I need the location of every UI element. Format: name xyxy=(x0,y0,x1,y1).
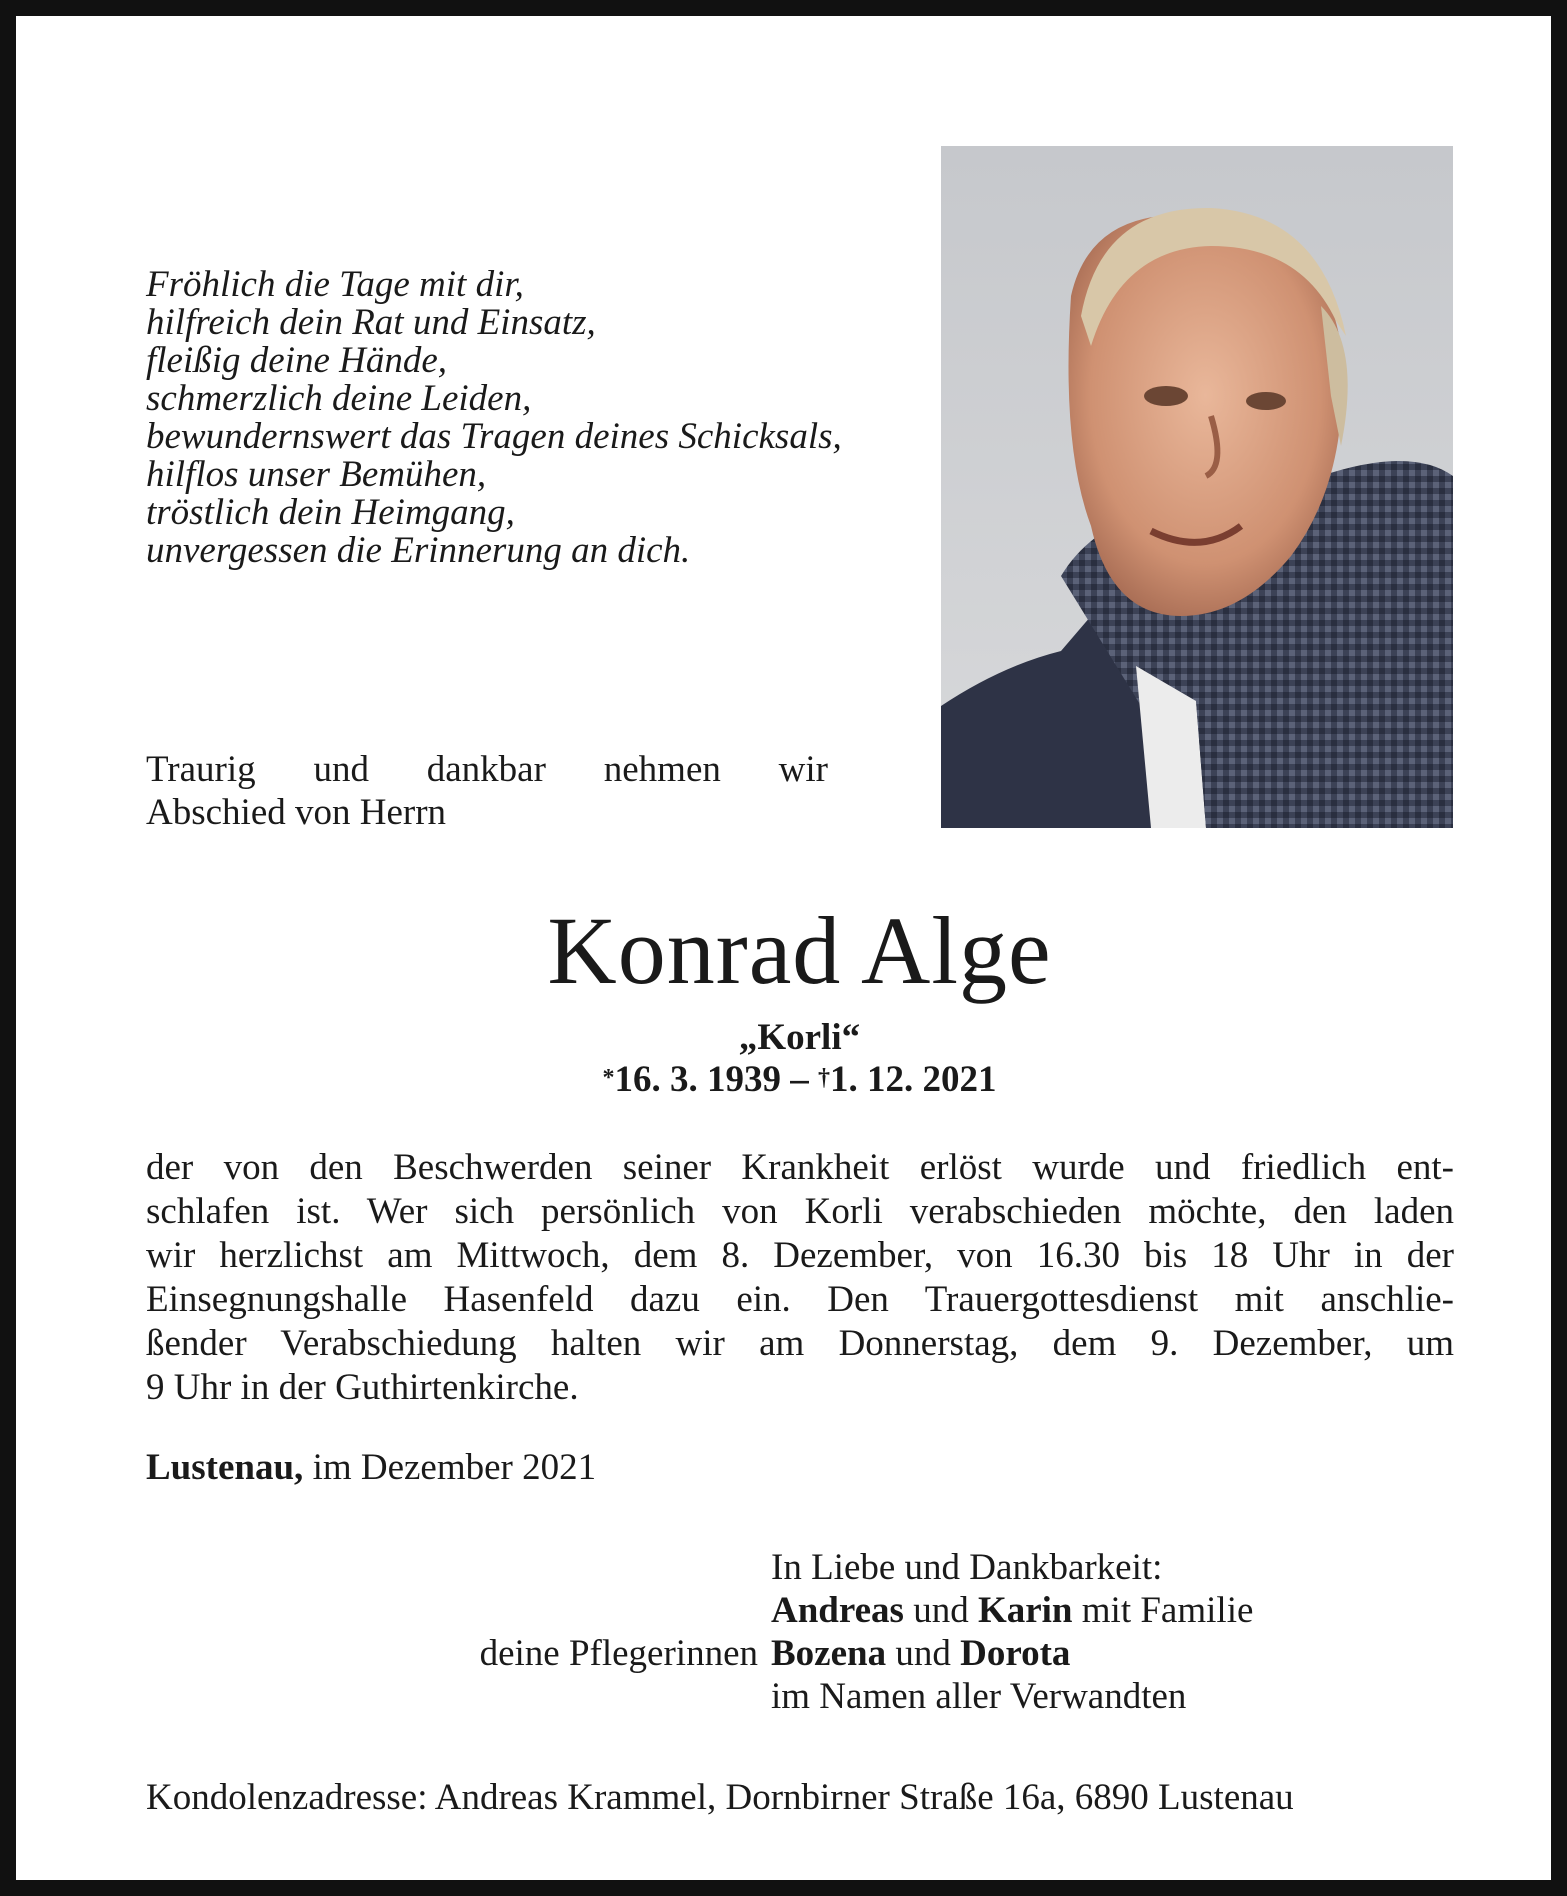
body-line: ßender Verabschiedung halten wir am Donnerstag, dem 9. Dezember, um xyxy=(146,1323,1454,1364)
poem-line: hilflos unser Bemühen, xyxy=(146,454,487,495)
body-line: der von den Beschwerden seiner Krankheit erlöst wurde und friedlich ent- xyxy=(146,1147,1454,1188)
caregiver-line xyxy=(771,1632,1253,1675)
announcement-text xyxy=(146,1146,1454,1410)
intro-line: Traurig und dankbar nehmen wir xyxy=(146,749,828,790)
place-city: Lustenau, xyxy=(146,1447,304,1488)
poem-line: fleißig deine Hände, xyxy=(146,340,448,381)
body-line: schlafen ist. Wer sich persönlich von Korli verabschieden möchte, den laden xyxy=(146,1191,1454,1232)
farewell-intro xyxy=(146,748,828,834)
caregiver-and: und xyxy=(886,1633,961,1674)
family-name: Andreas xyxy=(771,1590,904,1631)
family-suffix: mit Familie xyxy=(1072,1590,1254,1631)
poem-line: hilfreich dein Rat und Einsatz, xyxy=(146,302,596,343)
condolence-address: Kondolenzadresse: Andreas Krammel, Dornbirner Straße 16a, 6890 Lustenau xyxy=(146,1777,1294,1818)
signoff-block xyxy=(771,1546,1253,1718)
caregiver-name: Dorota xyxy=(960,1633,1071,1674)
death-symbol: † xyxy=(818,1065,830,1091)
deceased-name: Konrad Alge xyxy=(547,897,1052,1004)
relatives-line: im Namen aller Verwandten xyxy=(771,1676,1187,1717)
life-dates xyxy=(16,1058,1567,1102)
poem-line: Fröhlich die Tage mit dir, xyxy=(146,264,524,305)
birth-date: 16. 3. 1939 xyxy=(614,1059,781,1100)
poem-line: bewundernswert das Tragen deines Schicksals, xyxy=(146,416,842,457)
body-line: Einsegnungshalle Hasenfeld dazu ein. Den Trauergottesdienst mit anschlie- xyxy=(146,1279,1454,1320)
birth-symbol: * xyxy=(602,1065,615,1091)
caregiver-name: Bozena xyxy=(771,1633,887,1674)
family-and: und xyxy=(903,1590,978,1631)
family-name: Karin xyxy=(977,1590,1073,1631)
poem-line: unvergessen die Erinnerung an dich. xyxy=(146,530,691,571)
body-line: 9 Uhr in der Guthirtenkirche. xyxy=(146,1367,579,1408)
date-separator: – xyxy=(781,1059,818,1100)
deceased-nickname: „Korli“ xyxy=(738,1017,861,1058)
family-line xyxy=(771,1589,1253,1632)
poem-line: schmerzlich deine Leiden, xyxy=(146,378,532,419)
place-and-date xyxy=(146,1446,596,1490)
signoff-heading: In Liebe und Dankbarkeit: xyxy=(771,1547,1163,1588)
portrait-photo xyxy=(941,146,1453,828)
body-line: wir herzlichst am Mittwoch, dem 8. Dezember, von 16.30 bis 18 Uhr in der xyxy=(146,1235,1454,1276)
death-date: 1. 12. 2021 xyxy=(830,1059,997,1100)
place-date: im Dezember 2021 xyxy=(303,1447,597,1488)
portrait-illustration xyxy=(941,146,1453,828)
memorial-poem xyxy=(146,266,906,570)
caregivers-label: deine Pflegerinnen xyxy=(479,1633,758,1674)
poem-line: tröstlich dein Heimgang, xyxy=(146,492,515,533)
intro-line: Abschied von Herrn xyxy=(146,792,447,833)
